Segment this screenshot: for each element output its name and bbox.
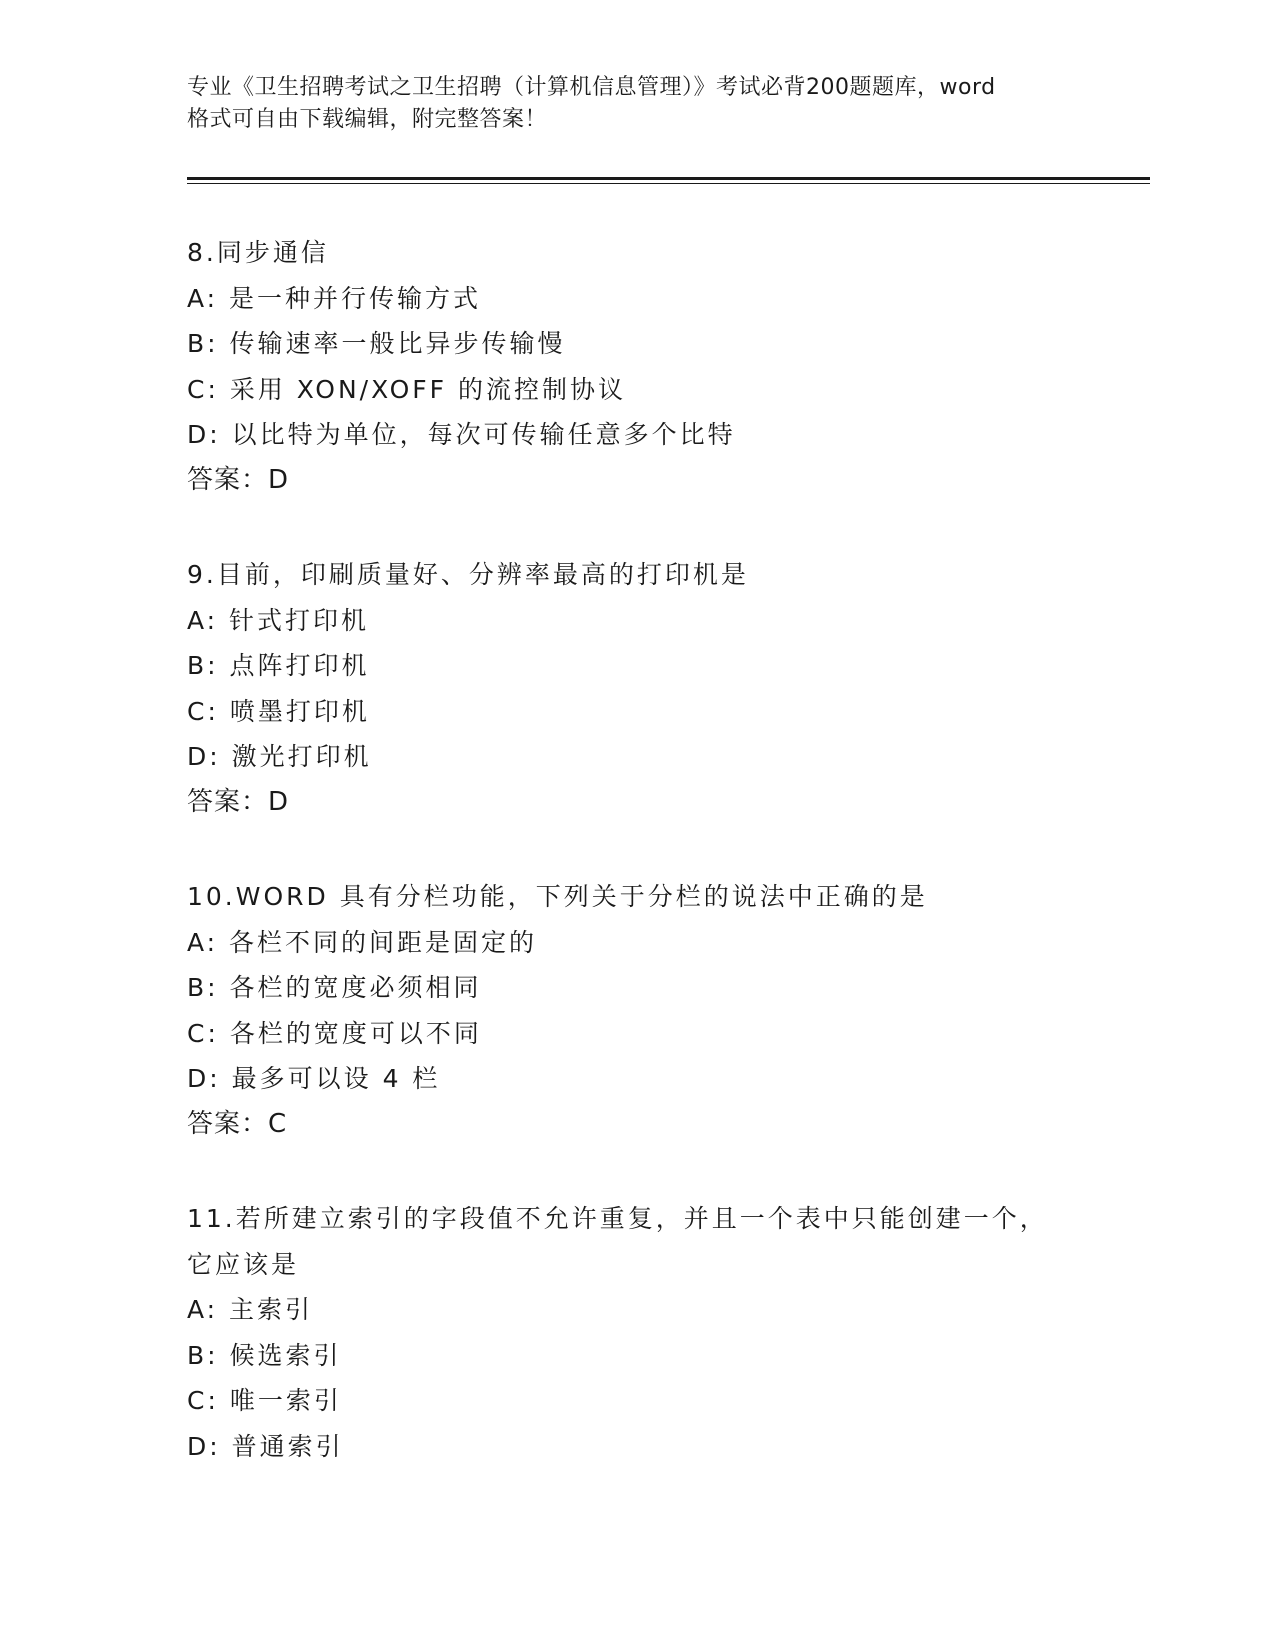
answer: 答案：D — [187, 786, 290, 817]
question-stem: 11.若所建立索引的字段值不允许重复，并且一个表中只能创建一个， — [187, 1204, 1048, 1233]
document-header — [187, 72, 1087, 136]
option-d: D: 激光打印机 — [187, 742, 372, 771]
header-rule-thin — [187, 183, 1150, 184]
option-c: C: 唯一索引 — [187, 1386, 342, 1415]
question-stem: 8.同步通信 — [187, 238, 329, 267]
option-a: A: 主索引 — [187, 1295, 314, 1324]
option-b: B: 各栏的宽度必须相同 — [187, 973, 482, 1002]
question-8 — [187, 230, 1087, 503]
header-line-1: 专业《卫生招聘考试之卫生招聘（计算机信息管理）》考试必背200题题库，word — [187, 75, 996, 100]
question-stem-continued: 它应该是 — [187, 1249, 300, 1279]
question-stem: 10.WORD 具有分栏功能，下列关于分栏的说法中正确的是 — [187, 882, 928, 911]
option-d: D: 最多可以设 4 栏 — [187, 1064, 441, 1093]
option-c: C: 喷墨打印机 — [187, 696, 370, 726]
question-stem: 9.目前，印刷质量好、分辨率最高的打印机是 — [187, 560, 749, 589]
option-c: C: 各栏的宽度可以不同 — [187, 1018, 482, 1048]
answer: 答案：D — [187, 464, 290, 495]
header-line-2: 格式可自由下载编辑，附完整答案！ — [187, 107, 548, 132]
option-d: D: 普通索引 — [187, 1431, 344, 1461]
option-d: D: 以比特为单位，每次可传输任意多个比特 — [187, 420, 736, 449]
option-a: A: 针式打印机 — [187, 605, 370, 635]
question-10 — [187, 874, 1087, 1147]
question-11 — [187, 1196, 1087, 1469]
option-a: A: 是一种并行传输方式 — [187, 283, 482, 313]
option-a: A: 各栏不同的间距是固定的 — [187, 927, 538, 957]
option-c: C: 采用 XON/XOFF 的流控制协议 — [187, 374, 627, 404]
question-9 — [187, 552, 1087, 825]
option-b: B: 点阵打印机 — [187, 651, 370, 680]
option-b: B: 传输速率一般比异步传输慢 — [187, 329, 566, 358]
option-b: B: 候选索引 — [187, 1340, 342, 1370]
header-rule-thick — [187, 177, 1150, 180]
answer: 答案：C — [187, 1108, 288, 1139]
